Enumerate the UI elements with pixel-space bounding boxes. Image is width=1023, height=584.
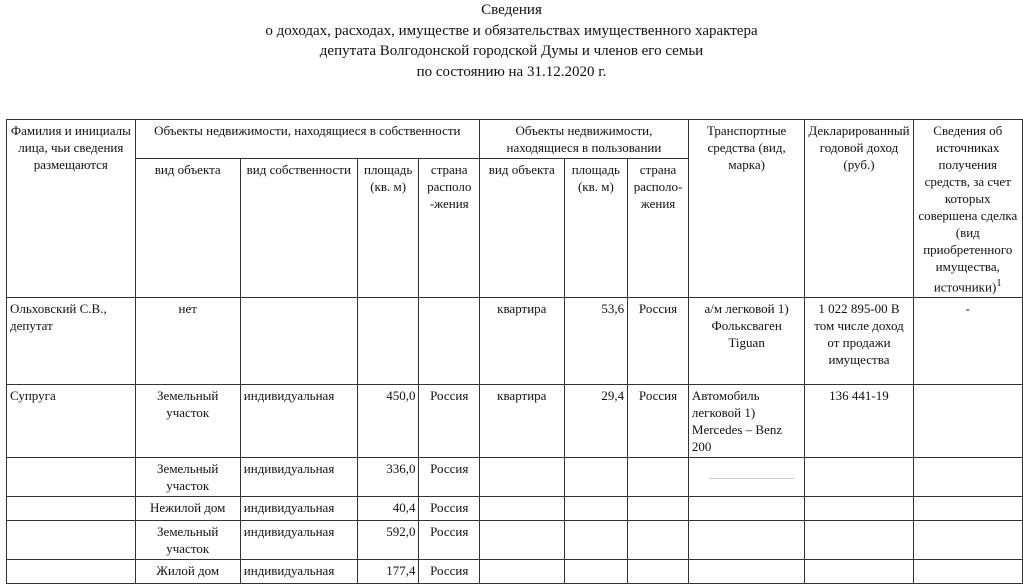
header-used-group: Объекты недвижимости, находящиеся в пользовании [480,120,689,159]
cell-owned-area: 336,0 [357,458,419,497]
table-row [7,521,1023,560]
cell-owned-ownership: индивидуальная [240,560,357,584]
header-row-1 [7,120,1023,159]
cell-income [805,497,913,521]
doc-subtitle-line1: о доходах, расходах, имуществе и обязательствах имущественного характера [265,22,758,39]
header-name: Фамилия и инициалы лица, чьи сведения размещаются [7,120,136,298]
header-sources-text: Сведения об источниках получения средств, за счет которых совершена сделка (вид приобретенного имущества, источники) [918,123,1018,295]
cell-name [7,521,136,560]
cell-used-country [628,497,689,521]
cell-owned-country: Россия [419,497,480,521]
cell-used-area: 29,4 [564,385,628,458]
doc-title: Сведения [481,2,542,18]
cell-owned-country: Россия [419,521,480,560]
table-row [7,560,1023,584]
cell-used-area [564,497,628,521]
faint-divider [709,478,795,479]
cell-used-type: квартира [480,298,565,385]
cell-used-area: 53,6 [564,298,628,385]
document-header [0,0,1023,82]
cell-used-type [480,458,565,497]
cell-used-area [564,458,628,497]
header-owned-ownership: вид собственности [240,159,357,298]
cell-name: Супруга [7,385,136,458]
doc-subtitle-line2: депутата Волгодонской городской Думы и членов его семьи [319,43,704,59]
header-used-country: страна располо- жения [628,159,689,298]
cell-name [7,458,136,497]
cell-owned-country: Россия [419,560,480,584]
cell-used-country [628,521,689,560]
cell-income: 136 441-19 [805,385,913,458]
doc-date: по состоянию на 31.12.2020 г. [416,63,607,80]
cell-owned-ownership: индивидуальная [240,521,357,560]
cell-sources [913,521,1022,560]
cell-income: 1 022 895-00 В том числе доход от продажи имущества [805,298,913,385]
cell-owned-ownership: индивидуальная [240,458,357,497]
cell-owned-type: Нежилой дом [135,497,240,521]
cell-sources [913,458,1022,497]
cell-sources [913,385,1022,458]
header-sources [913,120,1022,298]
header-used-area: площадь (кв. м) [564,159,628,298]
footnote-marker: 1 [996,277,1002,289]
cell-owned-area: 450,0 [357,385,419,458]
table-row [7,497,1023,521]
header-owned-group: Объекты недвижимости, находящиеся в собственности [135,120,479,159]
cell-income [805,560,913,584]
table-row [7,298,1023,385]
cell-used-type [480,560,565,584]
header-used-type: вид объекта [480,159,565,298]
table-row [7,458,1023,497]
cell-sources [913,497,1022,521]
cell-transport [688,497,805,521]
cell-used-type: квартира [480,385,565,458]
cell-owned-area [357,298,419,385]
cell-owned-type: Земельный участок [135,458,240,497]
header-transport: Транспортные средства (вид, марка) [688,120,805,298]
cell-owned-ownership: индивидуальная [240,497,357,521]
cell-income [805,458,913,497]
cell-name [7,560,136,584]
cell-used-country [628,458,689,497]
declaration-table [6,119,1023,584]
cell-income [805,521,913,560]
cell-owned-type: Земельный участок [135,521,240,560]
cell-name: Ольховский С.В., депутат [7,298,136,385]
cell-used-country: Россия [628,385,689,458]
cell-transport [688,521,805,560]
cell-used-area [564,521,628,560]
cell-owned-area: 592,0 [357,521,419,560]
cell-name [7,497,136,521]
cell-owned-type: Жилой дом [135,560,240,584]
cell-owned-country: Россия [419,458,480,497]
cell-transport [688,560,805,584]
cell-used-area [564,560,628,584]
cell-owned-ownership: индивидуальная [240,385,357,458]
header-owned-area: площадь (кв. м) [357,159,419,298]
cell-used-country: Россия [628,298,689,385]
cell-owned-country [419,298,480,385]
header-income: Декларированный годовой доход (руб.) [805,120,913,298]
cell-owned-type: нет [135,298,240,385]
table-row [7,385,1023,458]
cell-transport: Автомобиль легковой 1) Mercedes – Benz 200 [688,385,805,458]
cell-used-type [480,497,565,521]
cell-owned-type: Земельный участок [135,385,240,458]
cell-transport [688,458,805,497]
cell-transport: а/м легковой 1) Фольксваген Tiguan [688,298,805,385]
cell-owned-area: 40,4 [357,497,419,521]
cell-owned-ownership [240,298,357,385]
cell-sources: - [913,298,1022,385]
cell-owned-country: Россия [419,385,480,458]
cell-used-country [628,560,689,584]
header-owned-country: страна располо -жения [419,159,480,298]
cell-sources [913,560,1022,584]
header-owned-type: вид объекта [135,159,240,298]
cell-owned-area: 177,4 [357,560,419,584]
cell-used-type [480,521,565,560]
